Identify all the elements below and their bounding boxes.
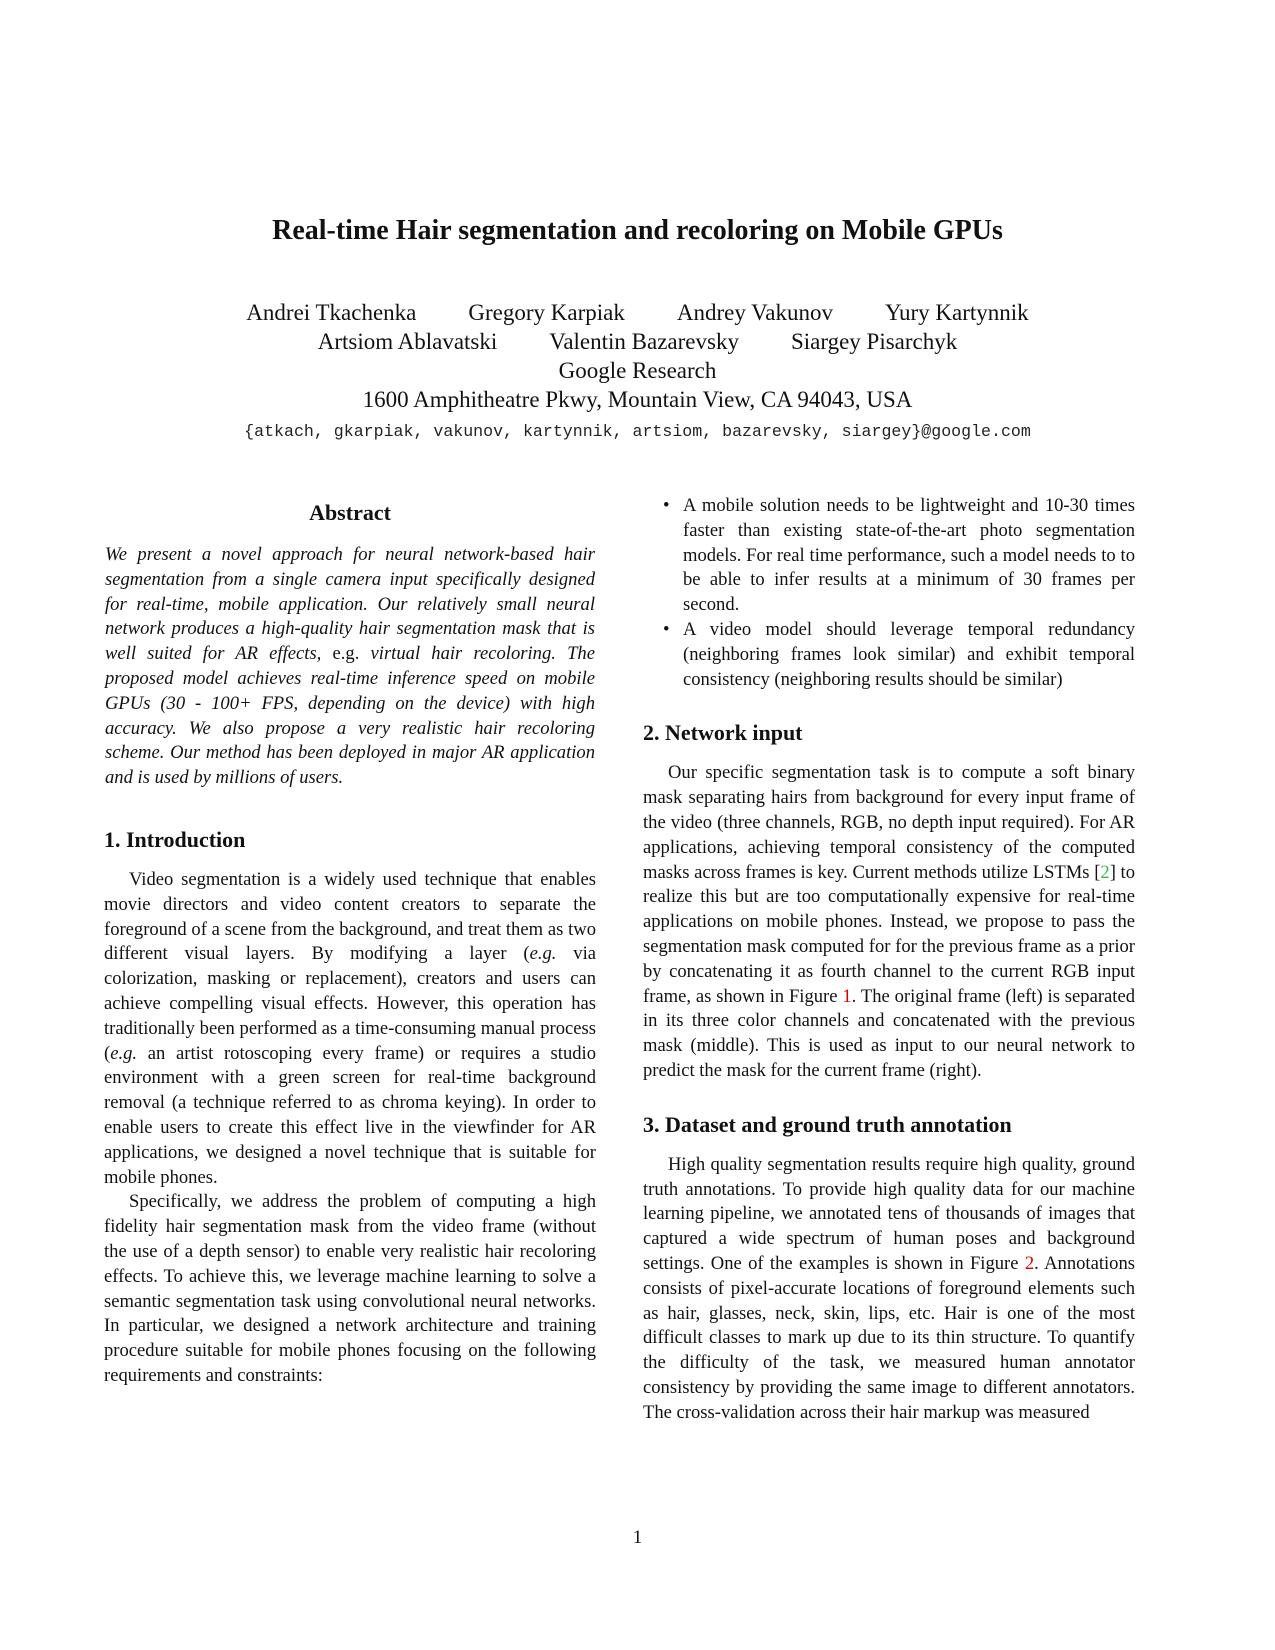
author-block — [0, 298, 1275, 414]
right-column — [643, 495, 1135, 1426]
network-input-paragraph: Our specific segmentation task is to compute a soft binary mask separating hairs from background for every input frame of the video (three channels, RGB, no depth input required). For AR applications, achieving temporal consistency of the computed masks across frames is key. Current methods utilize LSTMs [2] to realize this but are too computationally expensive for real-time applications on mobile phones. Instead, we propose to pass the segmentation mask computed for for the previous frame as a prior by concatenating it as fourth channel to the current RGB input frame, as shown in Figure 1. The original frame (left) is separated in its three color channels and concatenated with the previous mask (middle). This is used as input to our neural network to predict the mask for the current frame (right). — [643, 762, 1135, 1081]
affiliation: Google Research — [558, 358, 717, 383]
citation-link[interactable]: 2 — [1100, 861, 1110, 883]
author-row-2 — [0, 327, 1275, 356]
section-heading-dataset: 3. Dataset and ground truth annotation — [643, 1111, 1012, 1137]
requirements-list — [643, 494, 1135, 692]
section-heading-introduction: 1. Introduction — [104, 826, 246, 852]
author-name: Yury Kartynnik — [884, 300, 1029, 325]
intro-paragraph-2: Specifically, we address the problem of computing a high fidelity hair segmentation mask from the video frame (without the use of a depth sensor) to enable very realistic hair recoloring effects. To achieve this, we leverage machine learning to solve a semantic segmentation task using convolutional neural networks. In particular, we designed a network architecture and training procedure suitable for mobile phones focusing on the following requirements and constraints: — [104, 1191, 596, 1386]
author-name: Siargey Pisarchyk — [790, 329, 958, 354]
dataset-paragraph: High quality segmentation results require high quality, ground truth annotations. To provide high quality data for our machine learning pipeline, we annotated tens of thousands of images that captured a wide spectrum of human poses and background settings. One of the examples is shown in Figure 2. Annotations consists of pixel-accurate locations of foreground elements such as hair, glasses, neck, skin, lips, etc. Hair is one of the most difficult classes to mark up due to its thin structure. To quantify the difficulty of the task, we measured human annotator consistency by providing the same image to different annotators. The cross-validation across their hair markup was measured — [643, 1153, 1135, 1423]
author-name: Andrei Tkachenka — [246, 300, 417, 325]
left-column — [104, 500, 596, 1389]
abstract-heading: Abstract — [309, 500, 391, 525]
author-name: Valentin Bazarevsky — [549, 329, 739, 354]
author-name: Andrey Vakunov — [676, 300, 833, 325]
section-heading-network-input: 2. Network input — [643, 720, 803, 746]
intro-paragraph-1: Video segmentation is a widely used technique that enables movie directors and video content creators to separate the foreground of a scene from the background, and treat them as two different visual layers. By modifying a layer (e.g. via colorization, masking or replacement), creators and users can achieve compelling visual effects. However, this operation has traditionally been performed as a time-consuming manual process (e.g. an artist rotoscoping every frame) or requires a studio environment with a green screen for real-time background removal (a technique referred to as chroma keying). In order to enable users to create this effect live in the viewfinder for AR applications, we designed a novel technique that is suitable for mobile phones. — [104, 868, 596, 1188]
author-name: Gregory Karpiak — [468, 300, 625, 325]
figure-reference-link[interactable]: 2 — [1024, 1252, 1035, 1274]
list-item: • A mobile solution needs to be lightweight and 10-30 times faster than existing state-of-the-art photo segmentation models. For real time performance, such a model needs to to be able to infer results at a minimum of 30 frames per second. — [663, 494, 1135, 618]
author-emails: {atkach, gkarpiak, vakunov, kartynnik, artsiom, bazarevsky, siargey}@google.com — [244, 422, 1031, 441]
address: 1600 Amphitheatre Pkwy, Mountain View, CA 94043, USA — [362, 387, 913, 412]
page-number: 1 — [632, 1527, 643, 1548]
author-name: Artsiom Ablavatski — [317, 329, 498, 354]
figure-reference-link[interactable]: 1 — [842, 985, 852, 1007]
author-row-1 — [0, 298, 1275, 327]
list-item: • A video model should leverage temporal redundancy (neighboring frames look similar) and exhibit temporal consistency (neighboring results should be similar) — [663, 618, 1135, 692]
abstract-text: We present a novel approach for neural network-based hair segmentation from a single camera input specifically designed for real-time, mobile application. Our relatively small neural network produces a high-quality hair segmentation mask that is well suited for AR effects, e.g. virtual hair recoloring. The proposed model achieves real-time inference speed on mobile GPUs (30 - 100+ FPS, depending on the device) with high accuracy. We also propose a very realistic hair recoloring scheme. Our method has been deployed in major AR application and is used by millions of users. — [105, 544, 595, 789]
paper-title: Real-time Hair segmentation and recoloring on Mobile GPUs — [272, 215, 1003, 246]
